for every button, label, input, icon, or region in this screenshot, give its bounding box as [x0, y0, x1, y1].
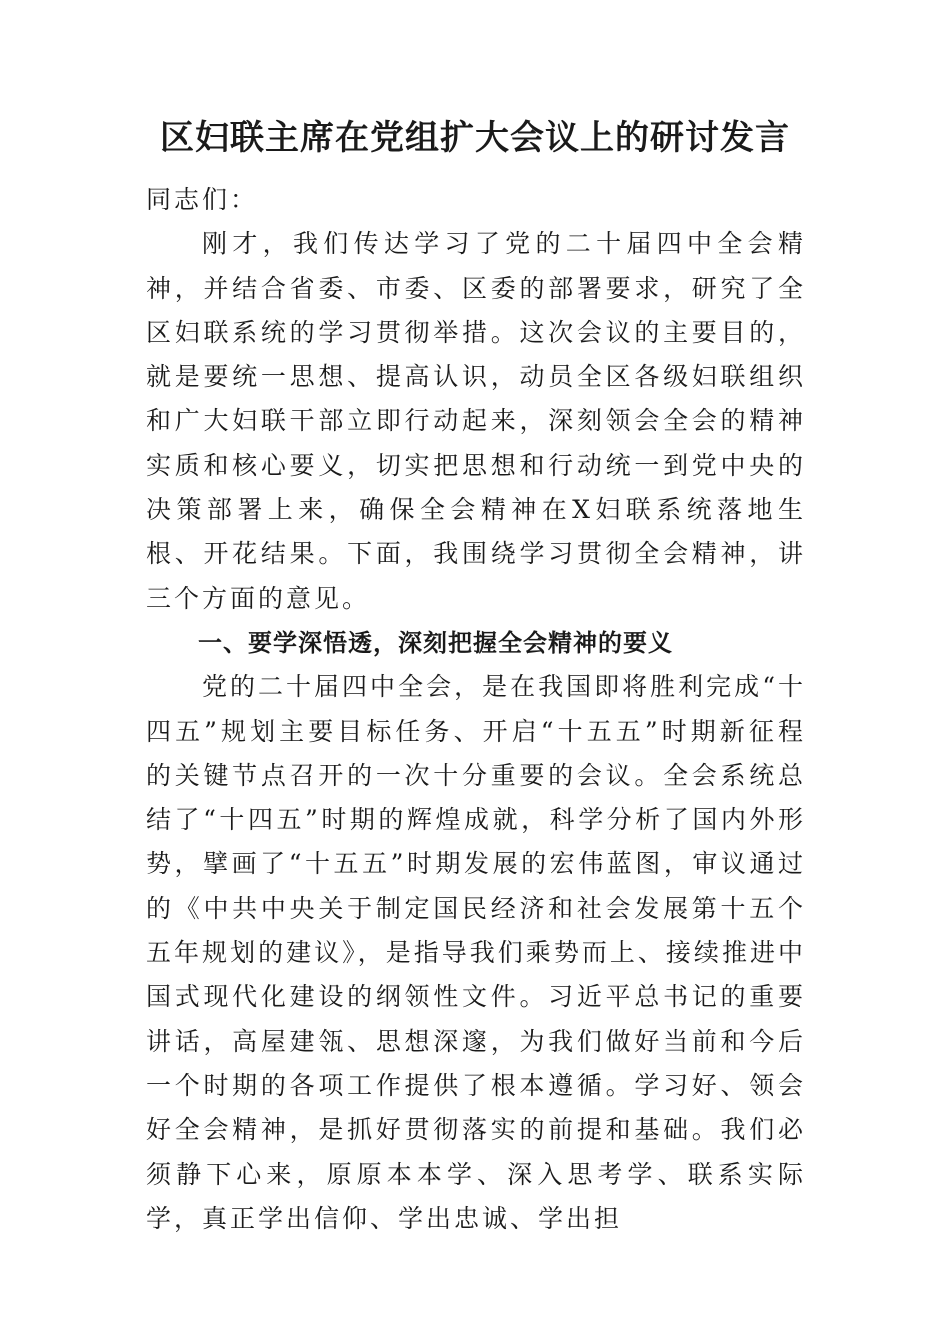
section-1-paragraph: 党的二十届四中全会，是在我国即将胜利完成“十四五”规划主要目标任务、开启“十五五”时期新征程的关键节点召开的一次十分重要的会议。全会系统总结了“十四五”时期的辉煌成就，科学分析了国内外形势，擘画了“十五五”时期发展的宏伟蓝图，审议通过的《中共中央关于制定国民经济和社会发展第十五个五年规划的建议》，是指导我们乘势而上、接续推进中国式现代化建设的纲领性文件。习近平总书记的重要讲话，高屋建瓴、思想深邃，为我们做好当前和今后一个时期的各项工作提供了根本遵循。学习好、领会好全会精神，是抓好贯彻落实的前提和基础。我们必须静下心来，原原本本学、深入思考学、联系实际学，真正学出信仰、学出忠诚、学出担: [146, 672, 806, 1233]
salutation: 同志们：: [146, 185, 259, 214]
intro-paragraph: 刚才，我们传达学习了党的二十届四中全会精神，并结合省委、市委、区委的部署要求，研究了全区妇联系统的学习贯彻举措。这次会议的主要目的，就是要统一思想、提高认识，动员全区各级妇联组织和广大妇联干部立即行动起来，深刻领会全会的精神实质和核心要义，切实把思想和行动统一到党中央的决策部署上来，确保全会精神在X妇联系统落地生根、开花结果。下面，我围绕学习贯彻全会精神，讲三个方面的意见。: [146, 229, 806, 613]
section-heading-1: 一、要学深悟透，深刻把握全会精神的要义: [198, 628, 673, 657]
document-title: 区妇联主席在党组扩大会议上的研讨发言: [160, 118, 790, 158]
document-body: [146, 178, 806, 1241]
